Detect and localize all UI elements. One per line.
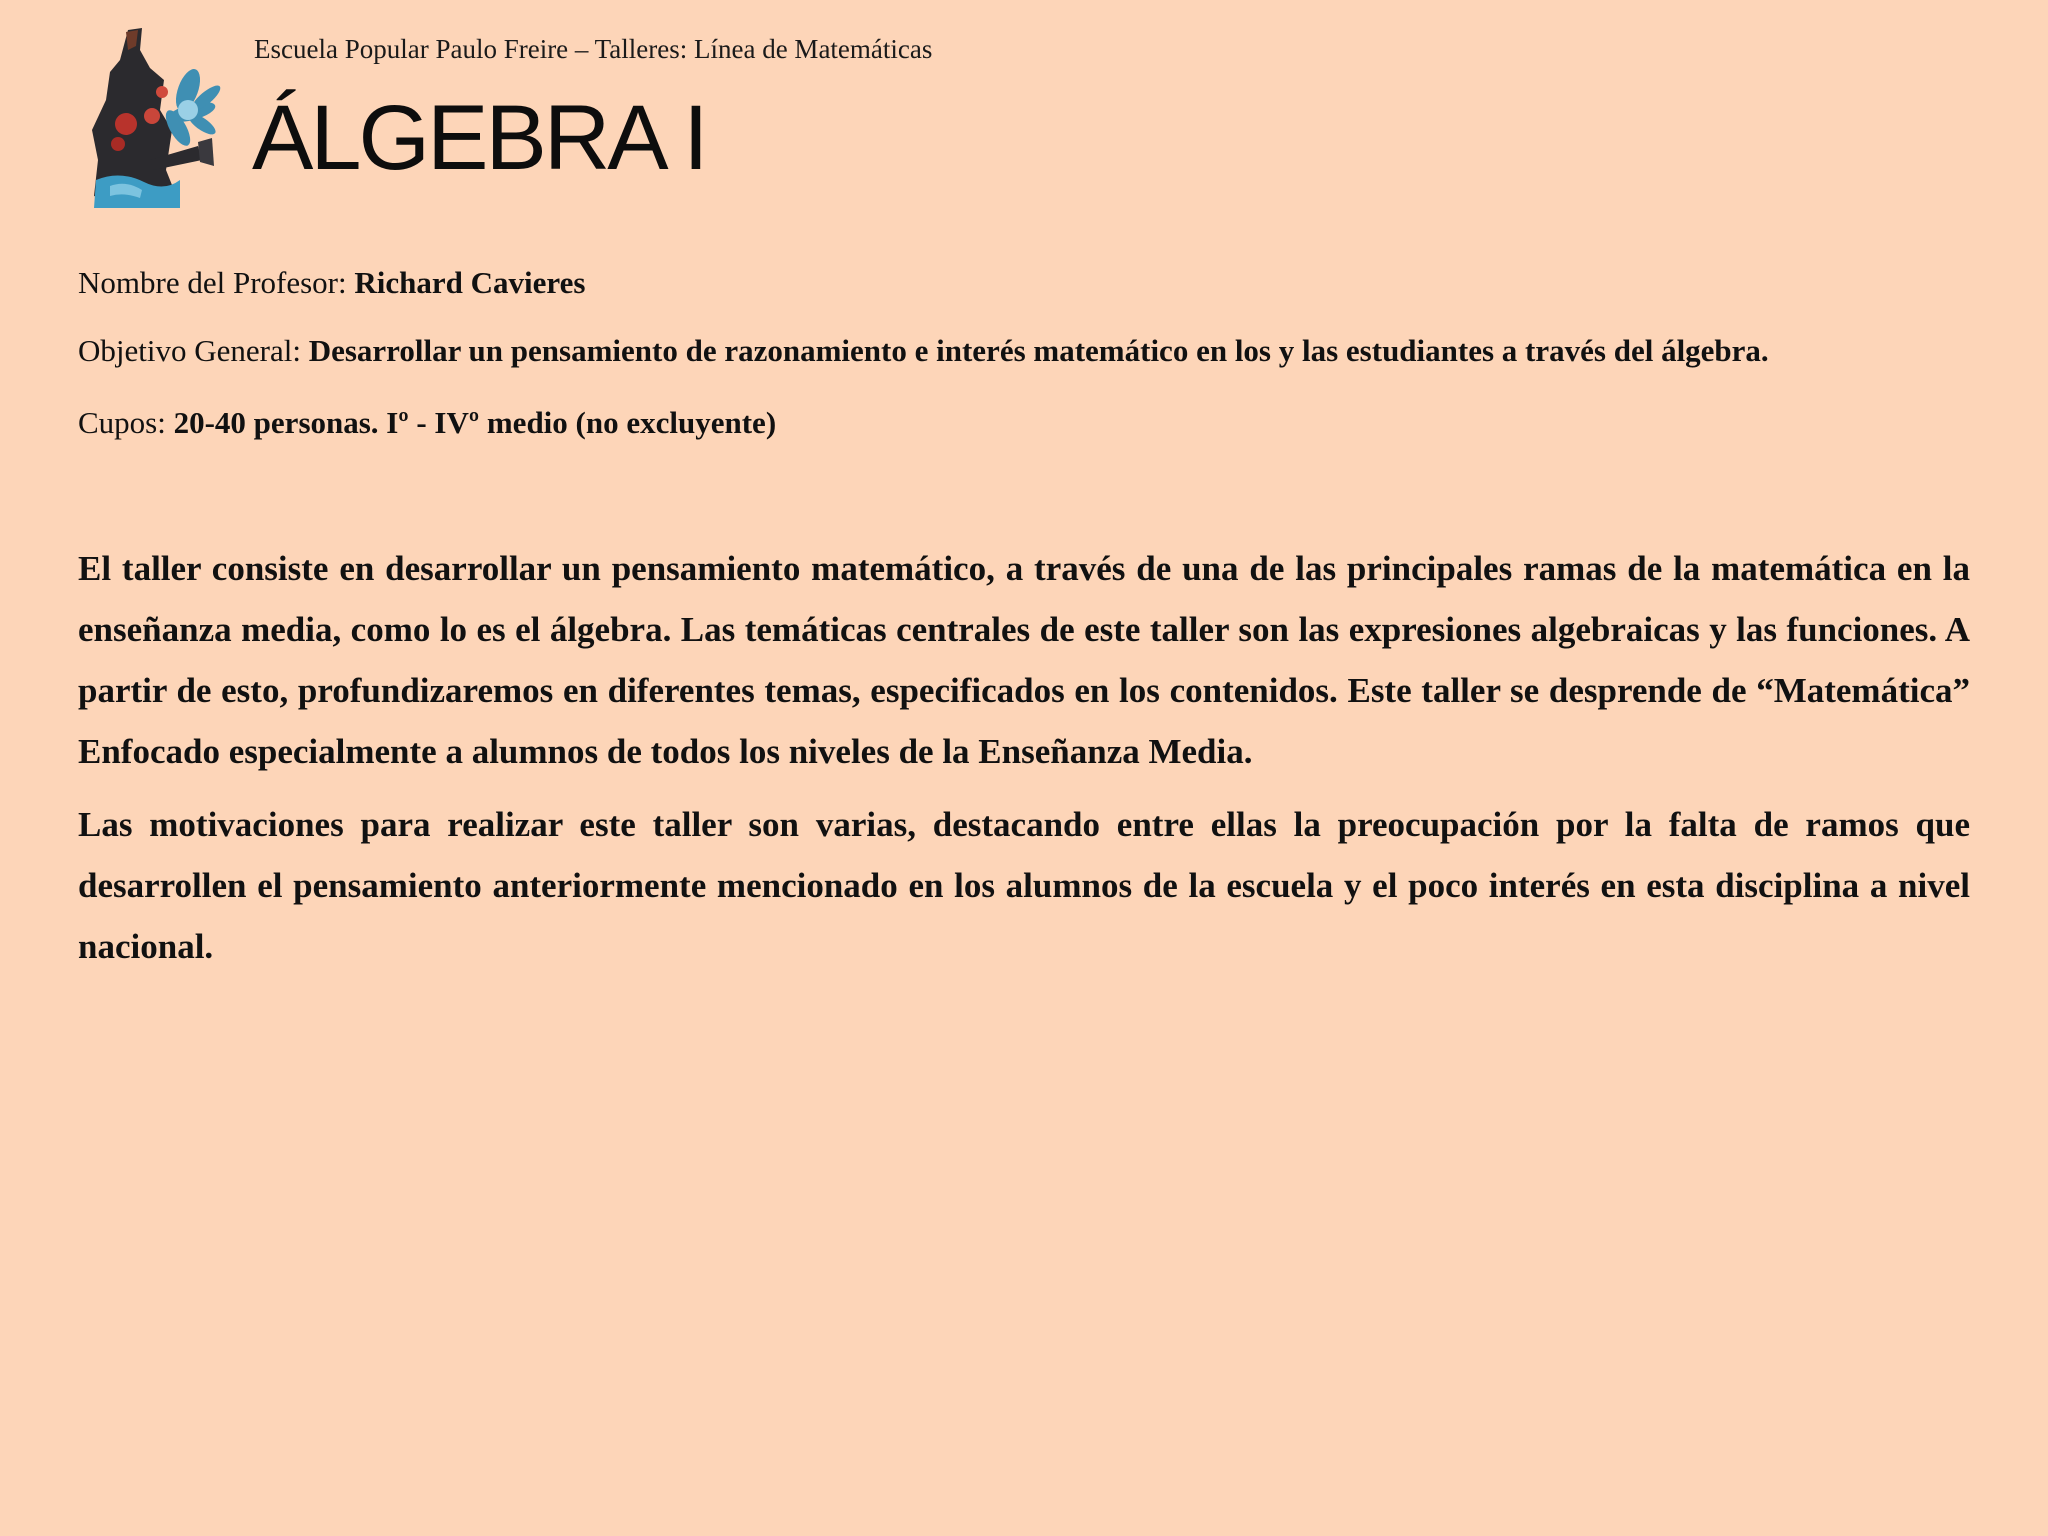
content <box>78 256 1970 977</box>
cupos-value: 20-40 personas. Iº - IVº medio (no excluyente) <box>173 405 777 440</box>
teacher-line <box>78 256 1970 310</box>
page-title: ÁLGEBRA I <box>252 87 706 189</box>
header-subtitle: Escuela Popular Paulo Freire – Talleres: Línea de Matemáticas <box>254 34 933 64</box>
cupos-line <box>78 396 1970 450</box>
teacher-name: Richard Cavieres <box>354 265 586 300</box>
motivation-paragraph: Las motivaciones para realizar este taller son varias, destacando entre ellas la preocupación por la falta de ramos que desarrollen el pensamiento anteriormente mencionado en los alumnos de la escuela y el poco interés en esta disciplina a nivel nacional. <box>78 805 1970 966</box>
objective-line <box>78 324 1970 378</box>
school-emblem-icon <box>80 20 230 210</box>
objective-text: Desarrollar un pensamiento de razonamiento e interés matemático en los y las estudiantes a través del álgebra. <box>308 333 1769 368</box>
description-paragraph: El taller consiste en desarrollar un pensamiento matemático, a través de una de las principales ramas de la matemática en la enseñanza media, como lo es el álgebra. Las temáticas centrales de este taller son las expresiones algebraicas y las funciones. A partir de esto, profundizaremos en diferentes temas, especificados en los contenidos. Este taller se desprende de “Matemática” Enfocado especialmente a alumnos de todos los niveles de la Enseñanza Media. <box>78 549 1970 771</box>
logo <box>80 20 230 210</box>
teacher-label: Nombre del Profesor: <box>78 265 355 300</box>
cupos-label: Cupos: <box>78 405 174 440</box>
objective-label: Objetivo General: <box>78 333 309 368</box>
